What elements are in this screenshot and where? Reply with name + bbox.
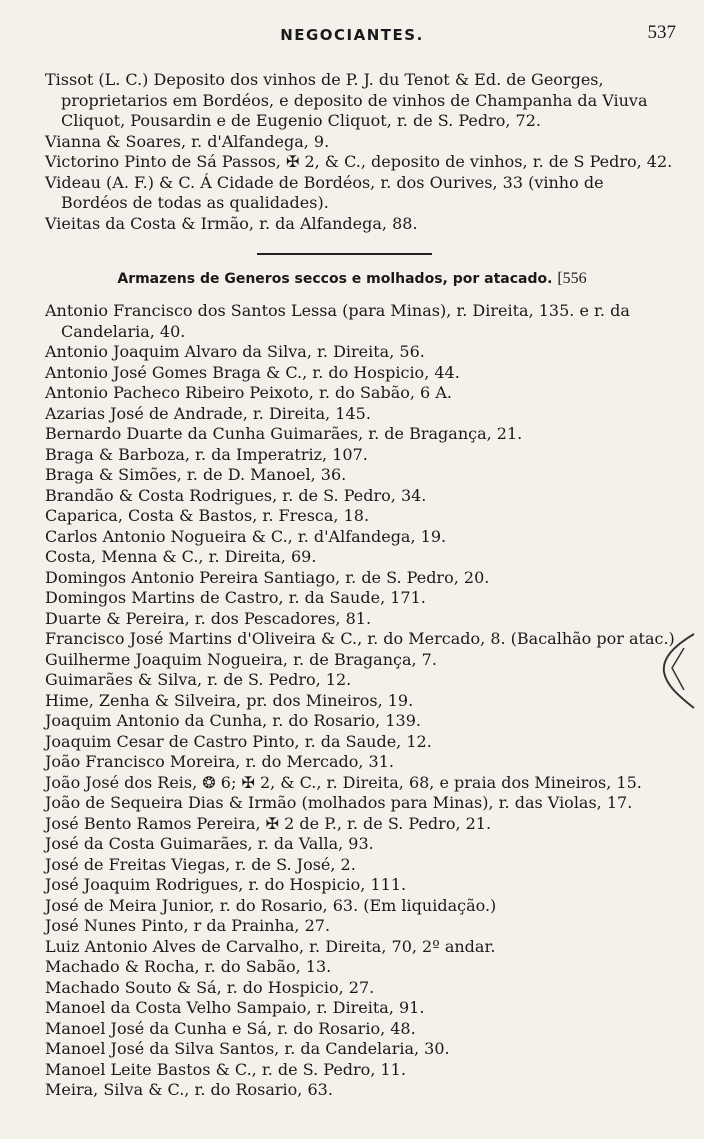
list-item: Bernardo Duarte da Cunha Guimarães, r. de Bragança, 21. xyxy=(45,424,523,443)
list-item: Manoel da Costa Velho Sampaio, r. Direita, 91. xyxy=(45,998,425,1017)
list-item: Victorino Pinto de Sá Passos, ✠ 2, & C., deposito de vinhos, r. de S Pedro, 42. xyxy=(45,152,673,171)
running-header: NEGOCIANTES. xyxy=(280,26,424,44)
top-entry-list xyxy=(45,70,675,234)
list-item: Luiz Antonio Alves de Carvalho, r. Direita, 70, 2º andar. xyxy=(45,936,496,956)
section-heading xyxy=(0,270,704,288)
list-item: José Nunes Pinto, r da Prainha, 27. xyxy=(45,916,331,935)
list-item: Manoel José da Cunha e Sá, r. do Rosario, 48. xyxy=(45,1018,416,1038)
list-item: Antonio Pacheco Ribeiro Peixoto, r. do Sabão, 6 A. xyxy=(45,383,452,402)
list-item: Meira, Silva & C., r. do Rosario, 63. xyxy=(45,1080,333,1099)
list-item: José de Freitas Viegas, r. de S. José, 2. xyxy=(45,854,356,874)
section-divider xyxy=(257,253,432,255)
list-item: Hime, Zenha & Silveira, pr. dos Mineiros, 19. xyxy=(45,690,414,710)
list-item: Vieitas da Costa & Irmão, r. da Alfandega, 88. xyxy=(45,213,418,233)
list-item: José de Meira Junior, r. do Rosario, 63. (Em liquidação.) xyxy=(45,895,497,915)
list-item: Videau (A. F.) & C. Á Cidade de Bordéos, r. dos Ourives, 33 (vinho de Bordéos de todas as qualidades). xyxy=(45,172,604,212)
list-item: Manoel José da Silva Santos, r. da Candelaria, 30. xyxy=(45,1039,450,1058)
list-item: Domingos Martins de Castro, r. da Saude, 171. xyxy=(45,588,426,607)
list-item: João de Sequeira Dias & Irmão (molhados para Minas), r. das Violas, 17. xyxy=(45,793,633,812)
list-item: Francisco José Martins d'Oliveira & C., r. do Mercado, 8. (Bacalhão por atac.) xyxy=(45,629,675,648)
list-item: José Joaquim Rodrigues, r. do Hospicio, 111. xyxy=(45,875,407,894)
merchant-list xyxy=(45,301,675,1101)
list-item: Manoel Leite Bastos & C., r. de S. Pedro, 11. xyxy=(45,1059,406,1079)
list-item: Azarias José de Andrade, r. Direita, 145. xyxy=(45,403,371,423)
list-item: Machado & Rocha, r. do Sabão, 13. xyxy=(45,957,332,976)
list-item: Tissot (L. C.) Deposito dos vinhos de P. J. du Tenot & Ed. de Georges, proprietarios em Bordéos, e deposito de vinhos de Champanha da Viuva Cliquot, Pousardin e de Eugenio Cliquot, r. de S. Pedro, 72. xyxy=(45,70,648,130)
list-item: Brandão & Costa Rodrigues, r. de S. Pedro, 34. xyxy=(45,485,427,505)
list-item: Antonio Joaquim Alvaro da Silva, r. Direita, 56. xyxy=(45,342,425,361)
list-item: Duarte & Pereira, r. dos Pescadores, 81. xyxy=(45,608,372,628)
list-item: João Francisco Moreira, r. do Mercado, 31. xyxy=(45,752,394,771)
list-item: Vianna & Soares, r. d'Alfandega, 9. xyxy=(45,131,330,151)
list-item: Braga & Simões, r. de D. Manoel, 36. xyxy=(45,465,347,484)
page-number: 537 xyxy=(647,22,676,43)
list-item: Caparica, Costa & Bastos, r. Fresca, 18. xyxy=(45,506,370,525)
list-item: Antonio Francisco dos Santos Lessa (para Minas), r. Direita, 135. e r. da Candelaria, 40. xyxy=(45,301,630,341)
list-item: José da Costa Guimarães, r. da Valla, 93. xyxy=(45,834,374,853)
list-item: João José dos Reis, ❂ 6; ✠ 2, & C., r. Direita, 68, e praia dos Mineiros, 15. xyxy=(45,772,642,792)
section-count: [556 xyxy=(557,270,587,287)
list-item: José Bento Ramos Pereira, ✠ 2 de P., r. de S. Pedro, 21. xyxy=(45,813,492,833)
margin-annotation-mark xyxy=(654,628,700,718)
list-item: Joaquim Antonio da Cunha, r. do Rosario, 139. xyxy=(45,711,421,730)
list-item: Guilherme Joaquim Nogueira, r. de Bragança, 7. xyxy=(45,649,437,669)
list-item: Joaquim Cesar de Castro Pinto, r. da Saude, 12. xyxy=(45,731,432,751)
list-item: Carlos Antonio Nogueira & C., r. d'Alfandega, 19. xyxy=(45,526,447,546)
list-item: Machado Souto & Sá, r. do Hospicio, 27. xyxy=(45,977,375,997)
list-item: Guimarães & Silva, r. de S. Pedro, 12. xyxy=(45,670,352,689)
section-title: Armazens de Generos seccos e molhados, por atacado. xyxy=(117,271,553,287)
list-item: Domingos Antonio Pereira Santiago, r. de S. Pedro, 20. xyxy=(45,567,490,587)
list-item: Braga & Barboza, r. da Imperatriz, 107. xyxy=(45,444,368,464)
list-item: Costa, Menna & C., r. Direita, 69. xyxy=(45,547,317,566)
list-item: Antonio José Gomes Braga & C., r. do Hospicio, 44. xyxy=(45,362,460,382)
